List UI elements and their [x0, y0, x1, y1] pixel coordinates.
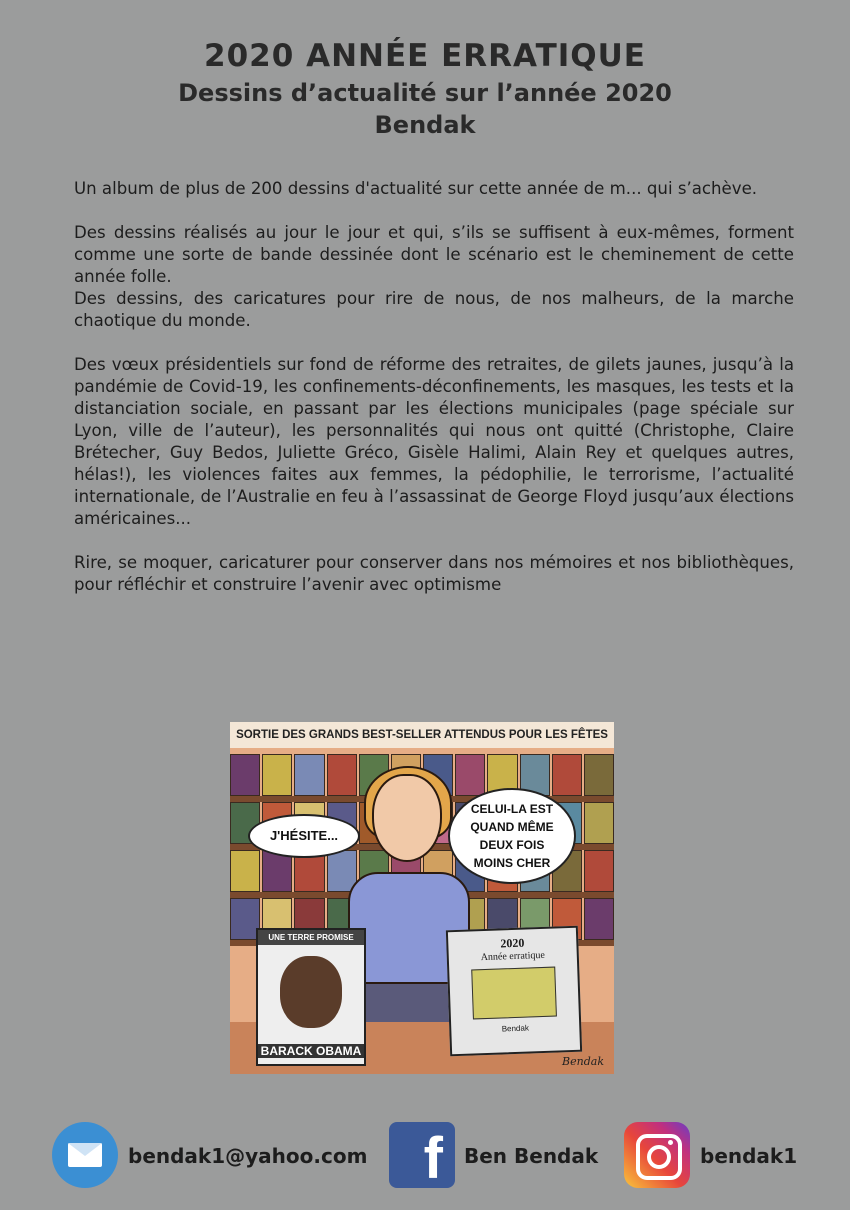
- page-title: 2020 ANNÉE ERRATIQUE: [204, 38, 646, 74]
- speech-bubble-left-text: J'HÉSITE...: [269, 828, 339, 843]
- page-subtitle: Dessins d’actualité sur l’année 2020: [178, 79, 672, 107]
- paragraph-conclusion: Rire, se moquer, caricaturer pour conserver dans nos mémoires et nos bibliothèques, pour réfléchir et construire l’avenir avec optimisme: [74, 553, 794, 594]
- email-address[interactable]: bendak1@yahoo.com: [128, 1144, 368, 1168]
- book-2020-year: 2020: [500, 935, 525, 951]
- author-name: Bendak: [374, 111, 476, 139]
- book-2020: [446, 926, 582, 1057]
- cartoon-illustration: [230, 722, 614, 1074]
- artist-signature: Bendak: [562, 1055, 604, 1068]
- book-2020-cover-art: [471, 967, 557, 1020]
- facebook-icon[interactable]: f: [389, 1122, 455, 1188]
- speech-line: DEUX FOIS: [479, 838, 545, 852]
- cartoon-caption: SORTIE DES GRANDS BEST-SELLER ATTENDUS POUR LES FÊTES: [230, 722, 614, 748]
- envelope-icon: [68, 1143, 102, 1167]
- book-2020-title: Année erratique: [480, 949, 546, 964]
- description: [74, 178, 794, 618]
- speech-bubble-right: [448, 788, 576, 884]
- header: [0, 38, 850, 140]
- paragraph-topics: Des vœux présidentiels sur fond de réforme des retraites, de gilets jaunes, jusqu’à la pandémie de Covid-19, les confinements-déconfinements, les masques, les tests et la distanciation sociale, en passant par les élections municipales (page spéciale sur Lyon, ville de l’auteur), les personnalités qui nous ont quitté (Christophe, Claire Brétecher, Guy Bedos, Juliette Gréco, Gisèle Halimi, Alain Rey et quelques autres, hélas!), les violences faites aux femmes, la pédophilie, le terrorisme, l’actualité internationale, de l’Australie en feu à l’assassinat de George Floyd jusqu’aux élections américaines...: [74, 355, 794, 528]
- speech-line: MOINS CHER: [473, 856, 551, 870]
- instagram-icon[interactable]: [624, 1122, 690, 1188]
- mail-icon[interactable]: [52, 1122, 118, 1188]
- facebook-name[interactable]: Ben Bendak: [464, 1144, 599, 1168]
- book-obama: [256, 928, 366, 1066]
- paragraph-intro: Un album de plus de 200 dessins d'actualité sur cette année de m... qui s’achève.: [74, 179, 758, 198]
- book-obama-portrait: [280, 956, 342, 1028]
- paragraph-caricatures: Des dessins, des caricatures pour rire de nous, de nos malheurs, de la marche chaotique du monde.: [74, 289, 794, 330]
- paragraph-drawings: Des dessins réalisés au jour le jour et qui, s’ils se suffisent à eux-mêmes, forment comme une sorte de bande dessinée dont le scénario est le cheminement de cette année folle.: [74, 223, 794, 286]
- speech-line: QUAND MÊME: [470, 820, 554, 834]
- woman-face: [372, 774, 442, 862]
- book-obama-name: BARACK OBAMA: [258, 1044, 364, 1058]
- book-obama-subtitle: UNE TERRE PROMISE: [258, 930, 364, 945]
- speech-bubble-left: [248, 814, 360, 858]
- instagram-handle[interactable]: bendak1: [700, 1144, 798, 1168]
- speech-line: CELUI-LA EST: [470, 802, 554, 816]
- book-2020-author: Bendak: [501, 1023, 530, 1034]
